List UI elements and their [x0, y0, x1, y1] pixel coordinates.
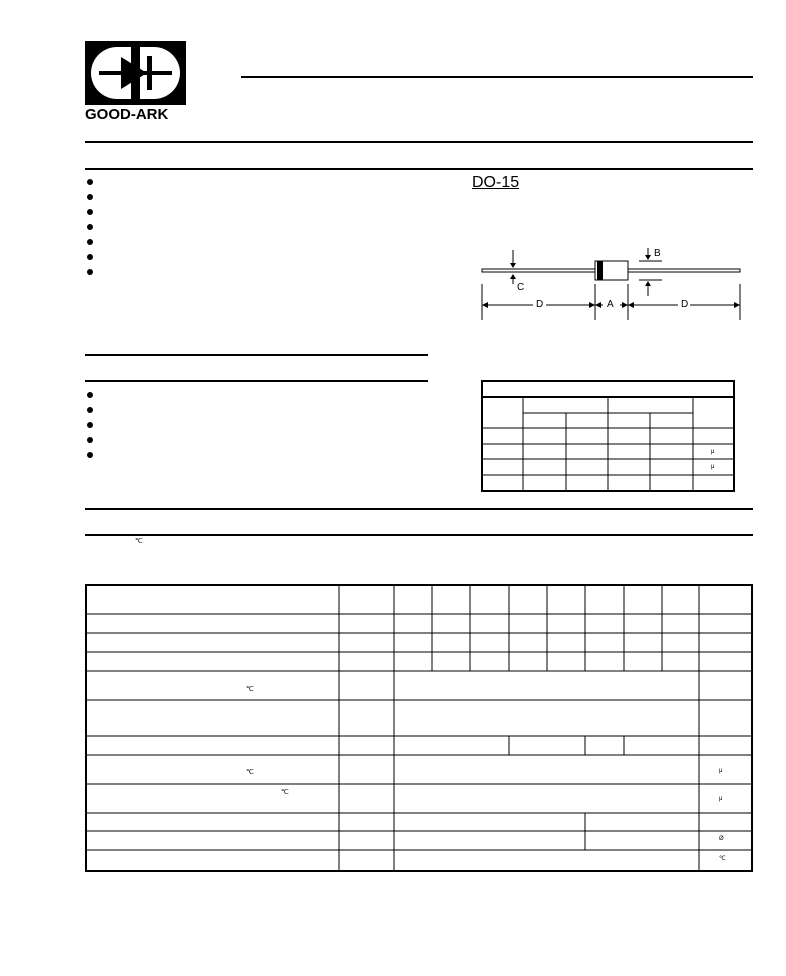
temp-mark: ℃ [246, 769, 254, 776]
diode-symbol-icon [85, 41, 186, 105]
dim-label-d-right: D [681, 299, 689, 310]
section-rule-1 [85, 141, 753, 143]
list-item [87, 179, 93, 185]
note-temp-mark: ℃ [135, 538, 143, 545]
list-item [87, 239, 93, 245]
ratings-table [85, 584, 753, 872]
list-item [87, 392, 93, 398]
list-item [87, 254, 93, 260]
list-item [87, 209, 93, 215]
unit-mark: ℃ [719, 856, 726, 862]
dim-label-d-left: D [536, 299, 544, 310]
brand-logo [85, 41, 186, 105]
list-item [87, 452, 93, 458]
section-rule-2 [85, 168, 753, 170]
unit-mark: Ø [719, 836, 724, 842]
list-item [87, 194, 93, 200]
package-label: DO-15 [472, 174, 520, 191]
temp-mark: ℃ [281, 789, 289, 796]
dimensions-table [481, 380, 735, 492]
list-item [87, 422, 93, 428]
ratings-rule-2 [85, 534, 753, 536]
list-item [87, 437, 93, 443]
temp-mark: ℃ [246, 686, 254, 693]
ratings-rule-1 [85, 508, 753, 510]
dim-unit-mark: μ [711, 449, 715, 455]
mechanical-rule-1 [85, 354, 428, 356]
dim-label-c: C [517, 282, 525, 293]
unit-mark: μ [719, 768, 723, 774]
brand-name: GOOD-ARK [85, 106, 169, 123]
list-item [87, 407, 93, 413]
list-item [87, 224, 93, 230]
dim-unit-mark: μ [711, 464, 715, 470]
dim-label-a: A [607, 299, 614, 310]
header-title-rule [241, 76, 753, 78]
dim-label-b: B [654, 248, 661, 259]
unit-mark: μ [719, 796, 723, 802]
mechanical-rule-2 [85, 380, 428, 382]
list-item [87, 269, 93, 275]
